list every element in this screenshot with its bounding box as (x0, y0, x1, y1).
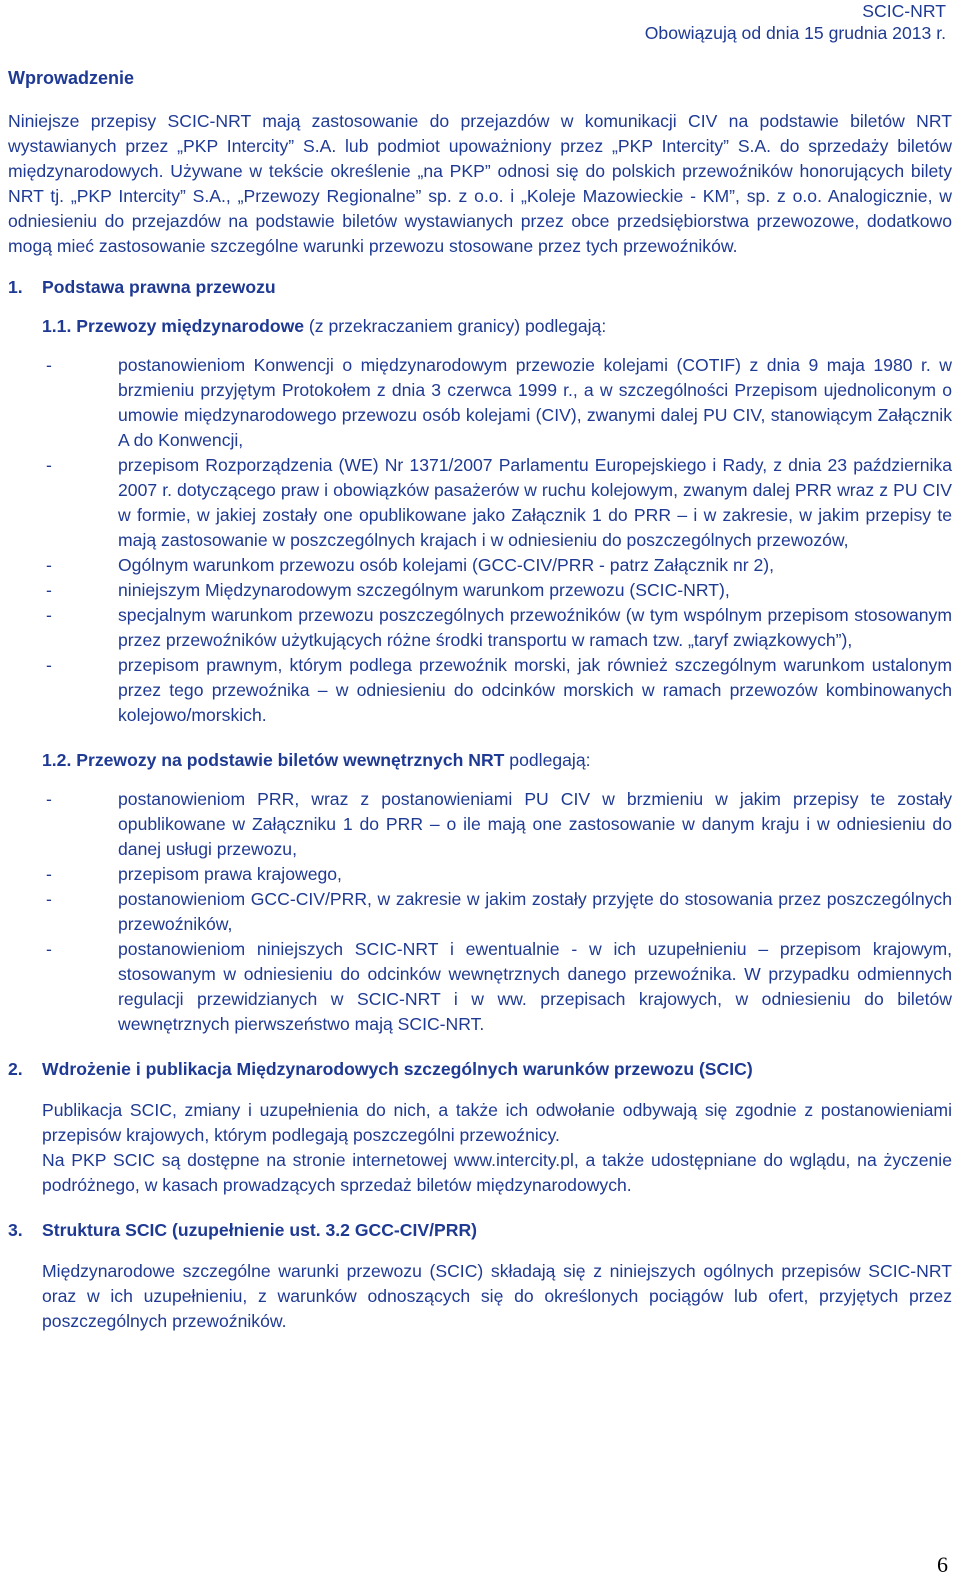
section-title: Podstawa prawna przewozu (42, 277, 276, 297)
intro-heading: Wprowadzenie (8, 68, 135, 88)
list-item: - postanowieniom niniejszych SCIC-NRT i ewentualnie - w ich uzupełnieniu – przepisom krajowym, stosowanym w odniesieniu do odcinków wewnętrznych danego przewoźnika. W przypadku odmiennych regulacji przewidzianych w SCIC-NRT i w ww. przepisach krajowych, w odniesieniu do biletów wewnętrznych pierwszeństwo mają SCIC-NRT. (42, 937, 952, 1037)
subsection-title-rest: podlegają: (504, 750, 591, 770)
paragraph: Międzynarodowe szczególne warunki przewozu (SCIC) składają się z niniejszych ogólnych przepisów SCIC-NRT oraz w ich uzupełnieniu, z warunków odnoszących się do określonych pociągów lub ofert, przyjętych przez poszczególnych przewoźników. (42, 1261, 952, 1331)
section-number: 1. (8, 277, 23, 297)
section-2-heading (8, 1057, 952, 1082)
header-effective-date: Obowiązują od dnia 15 grudnia 2013 r. (644, 23, 946, 43)
paragraph: Publikacja SCIC, zmiany i uzupełnienia do nich, a także ich odwołanie odbywają się zgodnie z postanowieniami przepisów krajowych, którym podlegają poszczególni przewoźnicy. (42, 1100, 952, 1145)
list-item: - postanowieniom Konwencji o międzynarodowym przewozie kolejami (COTIF) z dnia 9 maja 1980 r. w brzmieniu przyjętym Protokołem z dnia 3 czerwca 1999 r., a w szczególności Przepisom ujednoliconym o umowie międzynarodowego przewozu osób kolejami (CIV), zwanymi dalej PU CIV, stanowiącym Załącznik A do Konwencji, (42, 353, 952, 453)
list-item: - Ogólnym warunkom przewozu osób kolejami (GCC-CIV/PRR - patrz Załącznik nr 2), (42, 553, 952, 578)
page-number: 6 (937, 1552, 948, 1577)
section-number: 2. (8, 1059, 23, 1079)
list-item: - niniejszym Międzynarodowym szczególnym warunkom przewozu (SCIC-NRT), (42, 578, 952, 603)
section-1-heading (8, 275, 952, 300)
subsection-title-rest: (z przekraczaniem granicy) podlegają: (304, 316, 607, 336)
list-item: - przepisom Rozporządzenia (WE) Nr 1371/2007 Parlamentu Europejskiego i Rady, z dnia 23 października 2007 r. dotyczącego praw i obowiązków pasażerów w ruchu kolejowym, zwanym dalej PRR wraz z PU CIV w formie, w jakiej zostały one opublikowane jako Załącznik 1 do PRR – i w zakresie, w jakim przepisy te mają zastosowanie w poszczególnych krajach i w odniesieniu do poszczególnych przewozów, (42, 453, 952, 553)
section-2-body (42, 1098, 952, 1198)
subsection-1-1-heading (42, 314, 952, 339)
paragraph: Na PKP SCIC są dostępne na stronie internetowej www.intercity.pl, a także udostępniane do wglądu, na życzenie podróżnego, w kasach prowadzących sprzedaż biletów międzynarodowych. (42, 1150, 952, 1195)
section-number: 3. (8, 1220, 23, 1240)
list-item: - postanowieniom GCC-CIV/PRR, w zakresie w jakim zostały przyjęte do stosowania przez poszczególnych przewoźników, (42, 887, 952, 937)
list-item: - postanowieniom PRR, wraz z postanowieniami PU CIV w brzmieniu w jakim przepisy te zostały opublikowane w Załączniku 1 do PRR – o ile mają one zastosowanie w danym kraju i w odniesieniu do danej usługi przewozu, (42, 787, 952, 862)
subsection-title: 1.1. Przewozy międzynarodowe (42, 316, 305, 336)
subsection-1-1-list (42, 353, 952, 728)
subsection-1-2-heading (42, 748, 952, 773)
section-3-heading (8, 1218, 952, 1243)
header-title: SCIC-NRT (862, 1, 946, 21)
document-content (8, 66, 952, 1334)
list-item: - specjalnym warunkom przewozu poszczególnych przewoźników (w tym wspólnym przepisom stosowanym przez przewoźników użytkujących różne środki transportu w ramach tzw. „taryf związkowych”), (42, 603, 952, 653)
list-item: - przepisom prawa krajowego, (42, 862, 952, 887)
section-3-body (42, 1259, 952, 1334)
subsection-1-2-list (42, 787, 952, 1037)
intro-paragraph: Niniejsze przepisy SCIC-NRT mają zastosowanie do przejazdów w komunikacji CIV na podstawie biletów NRT wystawianych przez „PKP Intercity” S.A. lub podmiot upoważniony przez „PKP Intercity” S.A. do sprzedaży biletów międzynarodowych. Używane w tekście określenie „na PKP” odnosi się do polskich przewoźników honorujących bilety NRT tj. „PKP Intercity” S.A., „Przewozy Regionalne” sp. z o.o. i „Koleje Mazowieckie - KM”, sp. z o.o. Analogicznie, w odniesieniu do przejazdów na podstawie biletów wystawianych przez obce przedsiębiorstwa przewozowe, dodatkowo mogą mieć zastosowanie szczególne warunki przewozu stosowane przez tych przewoźników. (8, 111, 952, 256)
section-title: Struktura SCIC (uzupełnienie ust. 3.2 GCC-CIV/PRR) (42, 1220, 478, 1240)
list-item: - przepisom prawnym, którym podlega przewoźnik morski, jak również szczególnym warunkom ustalonym przez tego przewoźnika – w odniesieniu do odcinków morskich w ramach przewozów kombinowanych kolejowo/morskich. (42, 653, 952, 728)
page-header (645, 0, 946, 44)
section-title: Wdrożenie i publikacja Międzynarodowych szczególnych warunków przewozu (SCIC) (42, 1059, 753, 1079)
subsection-title: 1.2. Przewozy na podstawie biletów wewnętrznych NRT (42, 750, 505, 770)
